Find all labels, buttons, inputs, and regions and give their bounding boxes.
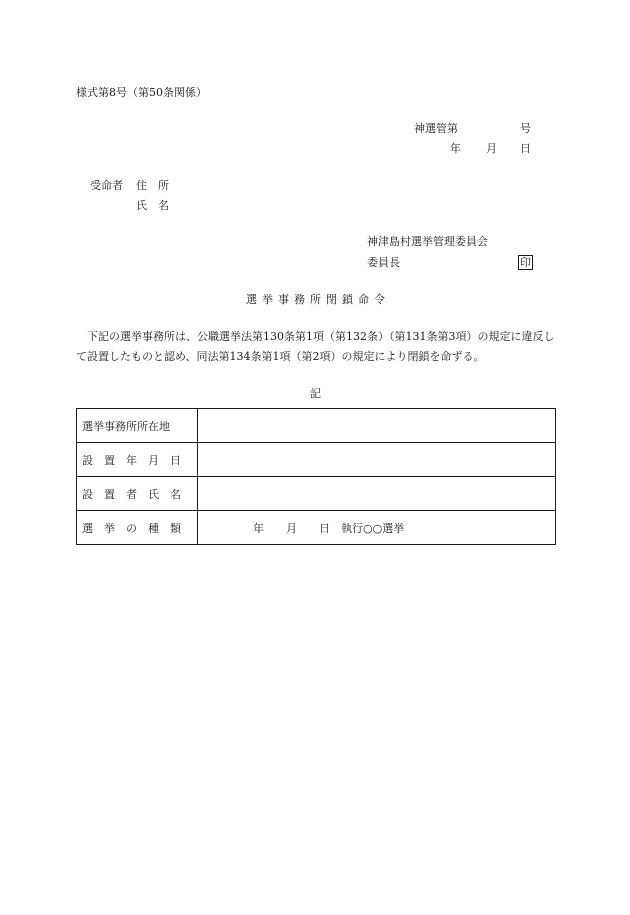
doc-number-prefix: 神選管第 [414,122,458,135]
issuer-org: 神津島村選挙管理委員会 [367,235,488,248]
recipient-title: 受命者 [90,179,123,192]
table-row [77,511,556,545]
details-table [76,408,556,545]
issuer-title: 委員長 [367,256,400,269]
recipient-name-label: 氏 名 [136,199,169,212]
row-value-installer-name [198,477,556,511]
row-label-installer-name: 設置者氏名 [77,477,198,511]
doc-number-suffix: 号 [520,122,531,135]
recipient-address-label: 住 所 [136,179,169,192]
table-row [77,477,556,511]
date-month-label: 月 [486,142,497,155]
body-paragraph: 下記の選挙事務所は、公職選挙法第130条第1項（第132条）（第131条第3項）の規定に違反して設置したものと認め、同法第134条第1項（第2項）の規定により閉鎖を命ずる。 [76,330,555,363]
table-row [77,409,556,443]
row-value-location [198,409,556,443]
row-value-setup-date [198,443,556,477]
form-number: 様式第8号（第50条関係） [76,86,207,99]
date-year-label: 年 [450,142,461,155]
row-label-location: 選挙事務所所在地 [77,409,198,443]
row-label-election-type: 選挙の種類 [77,511,198,545]
seal-mark: 印 [520,256,531,269]
row-value-election-type: 年 月 日 執行○○選挙 [198,511,556,545]
date-day-label: 日 [520,142,531,155]
table-row [77,443,556,477]
row-label-setup-date: 設置年月日 [77,443,198,477]
document-title: 選挙事務所閉鎖命令 [246,293,390,306]
ki-heading: 記 [310,387,321,400]
